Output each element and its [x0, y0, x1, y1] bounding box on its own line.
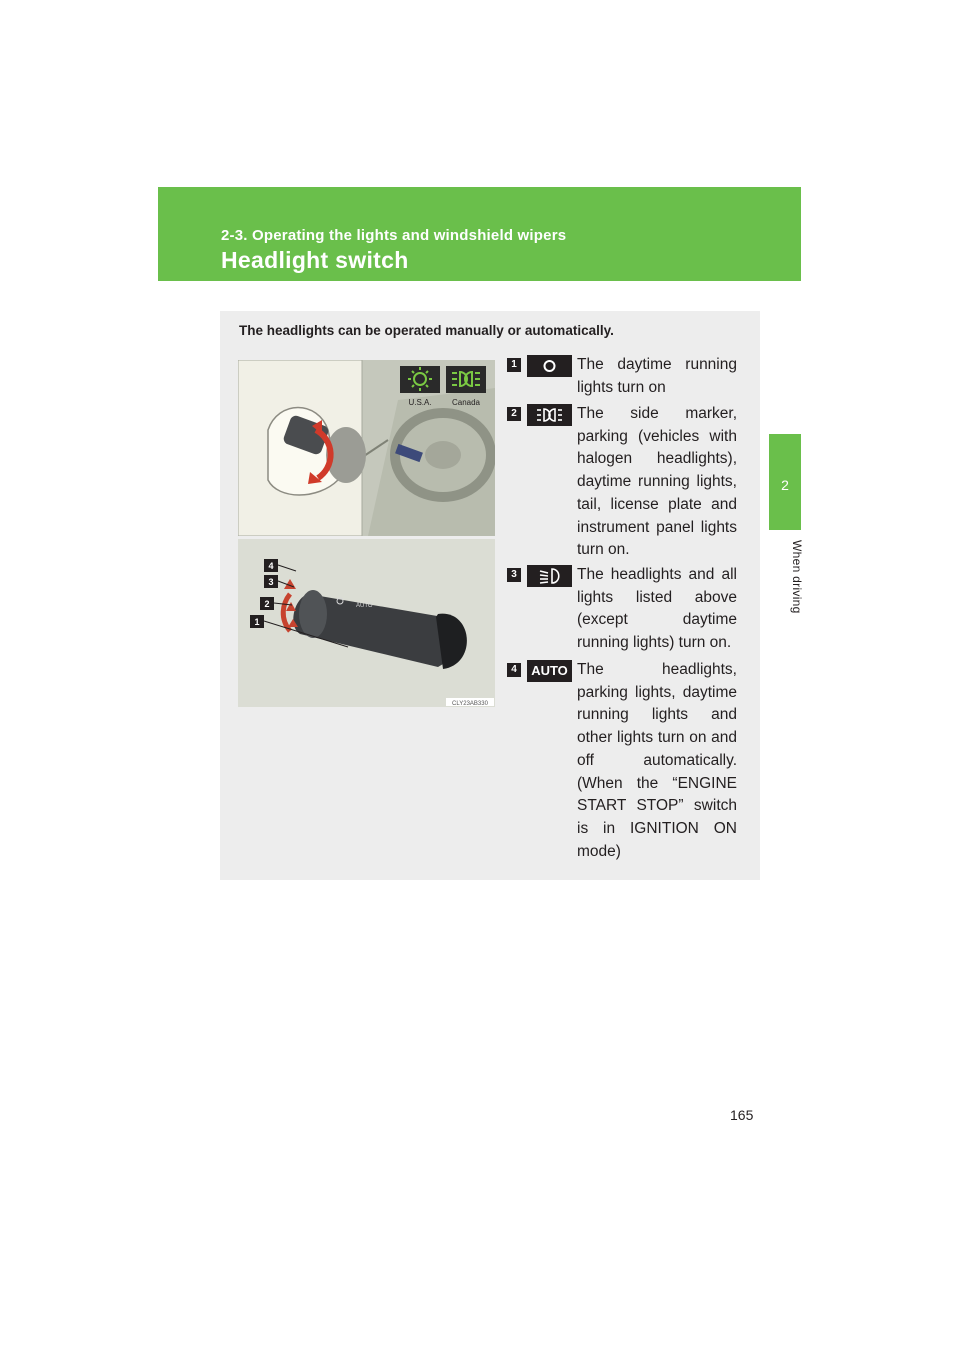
region-canada-label: Canada [451, 398, 481, 407]
intro-text: The headlights can be operated manually or automatically. [239, 323, 614, 338]
section-label: 2-3. Operating the lights and windshield wipers [221, 227, 567, 244]
circle-off-icon [527, 355, 572, 377]
auto-icon: AUTO [527, 660, 572, 682]
item-number: 1 [507, 358, 521, 372]
stalk-illustration [238, 539, 495, 707]
stalk-auto-label: AUTO [356, 603, 373, 609]
section-header [158, 187, 801, 281]
dashboard-illustration [238, 360, 495, 536]
headlight-icon [527, 565, 572, 587]
content-box [220, 311, 760, 880]
chapter-number: 2 [781, 477, 789, 493]
region-usa-label: U.S.A. [408, 398, 432, 407]
item-number: 2 [507, 407, 521, 421]
stalk-drawing [238, 539, 495, 707]
item-number: 3 [507, 568, 521, 582]
marker-4: 4 [268, 561, 274, 571]
chapter-tab [769, 434, 801, 530]
item-description: The headlights and all lights listed above (except daytime running lights) turn on. [577, 566, 737, 652]
page-number: 165 [730, 1107, 754, 1123]
marker-3: 3 [268, 577, 274, 587]
dashboard-drawing [238, 360, 495, 536]
page-title: Headlight switch [221, 247, 409, 273]
marker-2: 2 [264, 599, 270, 609]
item-description: The daytime running lights turn on [577, 356, 737, 396]
chapter-label: When driving [790, 540, 804, 614]
item-description: The headlights, parking lights, daytime running lights and other lights turn on and off automatically. (When the “ENGINE START STOP” switch is in IGNITION ON mode) [577, 661, 737, 860]
parking-light-icon [527, 404, 572, 426]
illustration-code: CLY23AB330 [452, 701, 488, 707]
item-number: 4 [507, 663, 521, 677]
marker-1: 1 [254, 617, 260, 627]
item-description: The side marker, parking (vehicles with halogen headlights), daytime running lights, tail, license plate and instrument panel lights turn on. [577, 405, 737, 559]
